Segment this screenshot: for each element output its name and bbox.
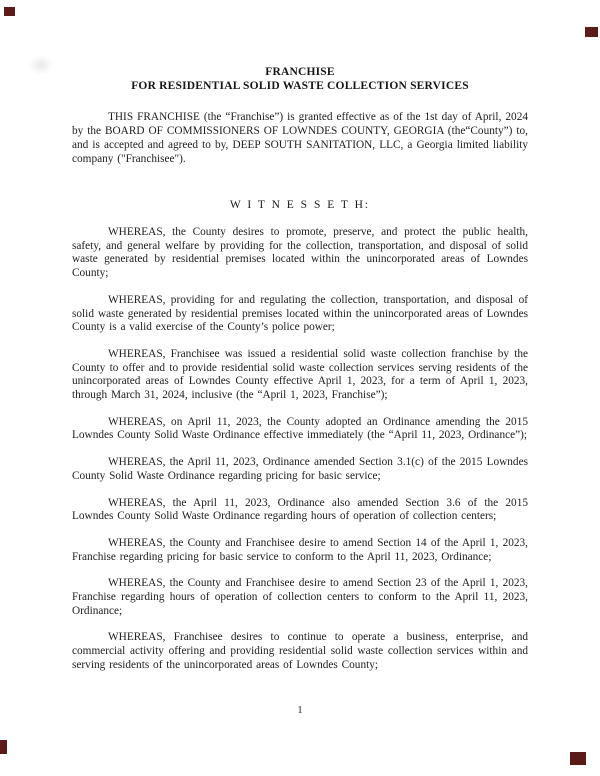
witnesseth-heading: W I T N E S S E T H:: [229, 199, 371, 211]
whereas-clause-3: WHEREAS, Franchisee was issued a residential solid waste collection franchise by the County to offer and to provide residential solid waste collection services serving residents of the unincorporated areas of Lowndes County effective April 1, 2023, for a term of April 1, 2023, through March 31, 2024, inclusive (the “April 1, 2023, Franchise”);: [72, 347, 528, 402]
whereas-clause-6: WHEREAS, the April 11, 2023, Ordinance also amended Section 3.6 of the 2015 Lowndes County Solid Waste Ordinance regarding hours of operation of collection centers;: [72, 496, 528, 523]
whereas-clause-7: WHEREAS, the County and Franchisee desire to amend Section 14 of the April 1, 2023, Franchise regarding pricing for basic service to conform to the April 11, 2023, Ordinance;: [72, 536, 528, 563]
document-title: [72, 66, 528, 93]
title-line-2: FOR RESIDENTIAL SOLID WASTE COLLECTION SERVICES: [131, 79, 469, 92]
whereas-clause-1: WHEREAS, the County desires to promote, preserve, and protect the public health, safety, and general welfare by providing for the collection, transportation, and disposal of solid waste generated by residential premises located within the unincorporated areas of Lowndes County;: [72, 226, 528, 280]
scan-mark-top-left: [4, 7, 15, 16]
whereas-clause-5: WHEREAS, the April 11, 2023, Ordinance amended Section 3.1(c) of the 2015 Lowndes County Solid Waste Ordinance regarding pricing for basic service;: [72, 456, 528, 482]
intro-paragraph: THIS FRANCHISE (the “Franchise”) is granted effective as of the 1st day of April, 2024 by the BOARD OF COMMISSIONERS OF LOWNDES COUNTY, GEORGIA (the“County”) to, and is accepted and agreed to by, DEEP SOUTH SANITATION, LLC, a Georgia limited liability company ("Franchisee").: [72, 111, 528, 165]
scan-smudge: [28, 55, 54, 75]
whereas-clause-2: WHEREAS, providing for and regulating the collection, transportation, and disposal of solid waste generated by residential premises located within the unincorporated areas of Lowndes County is a valid exercise of the County’s police power;: [72, 293, 528, 334]
scan-mark-bottom-right: [570, 752, 586, 765]
scan-mark-bottom-left: [0, 740, 7, 754]
whereas-clause-9: WHEREAS, Franchisee desires to continue to operate a business, enterprise, and commercial activity offering and providing residential solid waste collection services within and serving residents of the unincorporated areas of Lowndes County;: [72, 631, 528, 671]
title-line-1: FRANCHISE: [265, 66, 335, 78]
page-number: 1: [297, 704, 303, 716]
scan-mark-top-right: [585, 27, 598, 37]
whereas-clause-4: WHEREAS, on April 11, 2023, the County adopted an Ordinance amending the 2015 Lowndes County Solid Waste Ordinance effective immediately (the “April 11, 2023, Ordinance”);: [72, 415, 528, 442]
whereas-clause-8: WHEREAS, the County and Franchisee desire to amend Section 23 of the April 1, 2023, Franchise regarding hours of operation of collection centers to conform to the April 11, 2023, Ordinance;: [72, 577, 528, 617]
